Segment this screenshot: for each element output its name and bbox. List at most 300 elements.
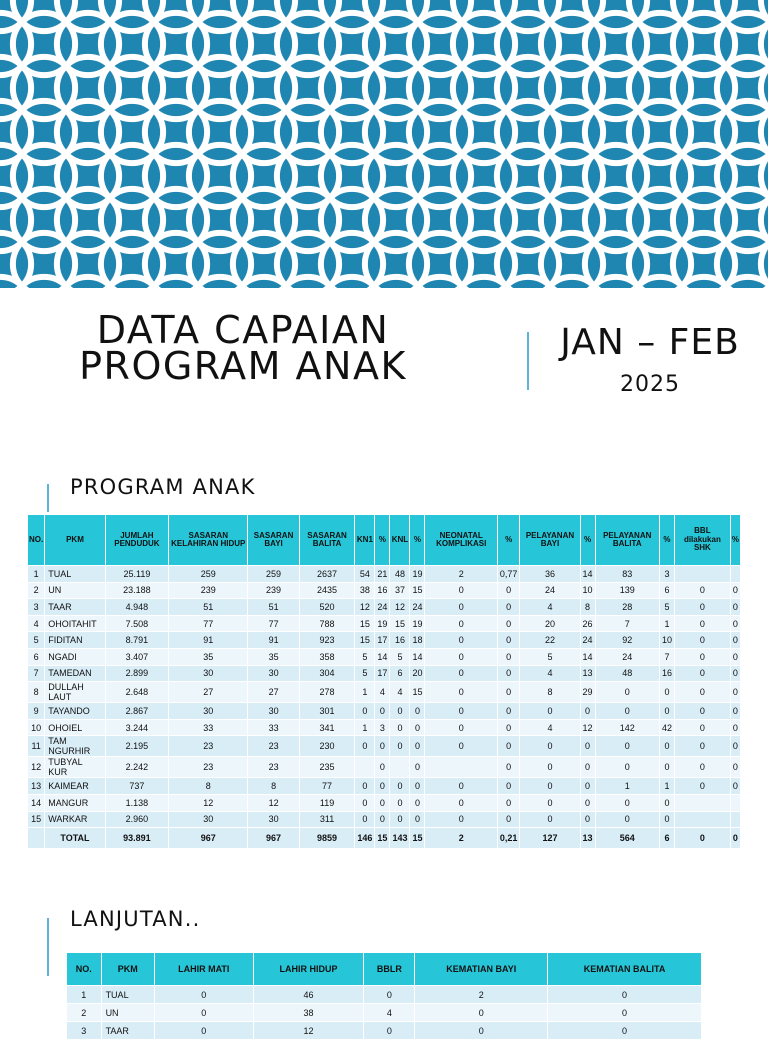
t1-header-5: SASARAN BALITA [299, 515, 355, 566]
t1-cell: 301 [299, 703, 355, 720]
t2-cell: UN [101, 1004, 154, 1022]
t1-cell: 0 [497, 736, 520, 757]
t1-cell: 0 [390, 811, 410, 828]
t1-cell: 36 [520, 566, 580, 583]
t1-cell: 2 [425, 566, 497, 583]
t1-cell: 0 [520, 736, 580, 757]
t1-cell: 0 [410, 811, 425, 828]
t1-cell: 30 [248, 811, 299, 828]
t1-cell: 0 [497, 757, 520, 778]
t1-cell: 91 [169, 632, 248, 649]
t1-cell: 30 [169, 703, 248, 720]
t1-cell: 0 [580, 794, 595, 811]
t1-cell: 11 [28, 736, 45, 757]
t1-cell: 0 [674, 736, 730, 757]
t1-cell: 0 [497, 632, 520, 649]
t1-cell: 35 [169, 648, 248, 665]
t1-cell: 239 [169, 582, 248, 599]
t1-cell: 0 [497, 682, 520, 703]
total-cell: 0 [730, 828, 740, 849]
t1-cell: 1 [659, 778, 674, 795]
t1-cell: 3.244 [105, 719, 168, 736]
t1-cell: 24 [410, 599, 425, 616]
t1-cell: 4 [520, 665, 580, 682]
t1-cell: 3 [375, 719, 390, 736]
t2-cell: 38 [253, 1004, 364, 1022]
t1-cell: 22 [520, 632, 580, 649]
t1-cell: 15 [410, 682, 425, 703]
t1-cell: 54 [355, 566, 375, 583]
t1-cell: 0 [410, 719, 425, 736]
t1-cell: 0 [730, 615, 740, 632]
t1-cell: 1 [659, 615, 674, 632]
table-row [67, 1004, 702, 1022]
t1-cell: 119 [299, 794, 355, 811]
t1-cell: 0 [497, 648, 520, 665]
t1-cell: FIDITAN [45, 632, 105, 649]
section-accent-2 [47, 918, 49, 976]
t1-cell: 0 [595, 794, 659, 811]
t1-cell: 0 [390, 736, 410, 757]
t1-cell: 0 [375, 811, 390, 828]
t1-cell: 3 [28, 599, 45, 616]
t1-cell: 28 [595, 599, 659, 616]
t2-header-4: BBLR [364, 953, 415, 986]
t1-cell: 16 [390, 632, 410, 649]
t2-cell: 0 [364, 986, 415, 1004]
t2-header-1: PKM [101, 953, 154, 986]
t2-cell: 0 [154, 986, 253, 1004]
t1-cell: 5 [390, 648, 410, 665]
t1-header-10: NEONATAL KOMPLIKASI [425, 515, 497, 566]
total-cell: 143 [390, 828, 410, 849]
t1-cell: 7.508 [105, 615, 168, 632]
t1-cell: 19 [375, 615, 390, 632]
t1-cell: 230 [299, 736, 355, 757]
t1-cell: 0 [425, 582, 497, 599]
t1-cell: KAIMEAR [45, 778, 105, 795]
t1-cell: 24 [375, 599, 390, 616]
t1-cell: 278 [299, 682, 355, 703]
t1-cell: 0 [425, 665, 497, 682]
total-cell: 127 [520, 828, 580, 849]
t1-cell: 83 [595, 566, 659, 583]
t1-cell: 0 [355, 778, 375, 795]
t1-cell: 20 [410, 665, 425, 682]
t1-cell: 4 [520, 719, 580, 736]
t1-cell: 0 [520, 757, 580, 778]
t1-cell: 4 [390, 682, 410, 703]
t1-cell: 0 [375, 778, 390, 795]
t1-cell: 1 [28, 566, 45, 583]
t1-header-6: KN1 [355, 515, 375, 566]
period-range: JAN – FEB [560, 322, 740, 363]
t1-cell: 341 [299, 719, 355, 736]
t1-cell: 1 [355, 682, 375, 703]
t1-cell: 16 [375, 582, 390, 599]
table-row [28, 703, 741, 720]
t1-cell: 24 [520, 582, 580, 599]
t1-cell: 0 [674, 582, 730, 599]
t1-cell: 0 [497, 703, 520, 720]
t1-cell: 0 [425, 632, 497, 649]
banner-pattern [0, 0, 768, 288]
table-row [28, 632, 741, 649]
t1-cell: 12 [248, 794, 299, 811]
t2-cell: 1 [67, 986, 102, 1004]
t1-cell: 0 [425, 682, 497, 703]
t2-cell: 2 [415, 986, 548, 1004]
t1-cell: 21 [375, 566, 390, 583]
t1-cell [390, 757, 410, 778]
t1-cell: 0 [730, 599, 740, 616]
t1-cell: 2637 [299, 566, 355, 583]
t1-cell: UN [45, 582, 105, 599]
t1-cell: 12 [580, 719, 595, 736]
t1-cell: 1 [355, 719, 375, 736]
t1-cell: 1.138 [105, 794, 168, 811]
t1-cell: 2435 [299, 582, 355, 599]
t1-cell: 15 [355, 615, 375, 632]
t2-cell: 0 [548, 1022, 702, 1040]
t1-cell: 6 [659, 582, 674, 599]
t1-cell: 259 [169, 566, 248, 583]
t1-cell: 3.407 [105, 648, 168, 665]
t1-cell: 0 [674, 719, 730, 736]
t1-cell: 0 [425, 703, 497, 720]
t1-cell: TAM NGURHIR [45, 736, 105, 757]
t2-cell: 0 [548, 986, 702, 1004]
t1-cell: 0 [497, 582, 520, 599]
t2-cell: TUAL [101, 986, 154, 1004]
total-cell: 13 [580, 828, 595, 849]
t2-cell: 0 [364, 1022, 415, 1040]
t1-cell: 0 [425, 811, 497, 828]
t1-cell: 4 [375, 682, 390, 703]
t1-cell: 0 [730, 632, 740, 649]
t1-cell: 0 [425, 736, 497, 757]
t1-cell: 10 [28, 719, 45, 736]
table-row [28, 648, 741, 665]
t1-header-1: PKM [45, 515, 105, 566]
t1-cell: 23 [169, 757, 248, 778]
t2-header-2: LAHIR MATI [154, 953, 253, 986]
t1-cell: 10 [580, 582, 595, 599]
t1-header-8: KNL [390, 515, 410, 566]
t1-cell: 12 [390, 599, 410, 616]
t2-header-0: NO. [67, 953, 102, 986]
t1-cell: 18 [410, 632, 425, 649]
t1-cell: 0 [730, 582, 740, 599]
t1-cell: TUBYAL KUR [45, 757, 105, 778]
t1-cell: 12 [355, 599, 375, 616]
t1-cell: 304 [299, 665, 355, 682]
t1-cell: 0 [497, 794, 520, 811]
t1-header-16: BBL dilakukan SHK [674, 515, 730, 566]
t1-cell: 0 [595, 682, 659, 703]
t1-cell: 8 [28, 682, 45, 703]
t1-cell: 2.960 [105, 811, 168, 828]
t2-cell: 0 [548, 1004, 702, 1022]
t1-cell: 0 [497, 599, 520, 616]
t1-cell: 17 [375, 665, 390, 682]
t1-cell: 0 [595, 703, 659, 720]
t1-cell: 12 [169, 794, 248, 811]
t1-cell: 0 [730, 736, 740, 757]
t1-header-15: % [659, 515, 674, 566]
t1-cell: 9 [28, 703, 45, 720]
t1-cell: 33 [169, 719, 248, 736]
t1-cell: 0 [497, 778, 520, 795]
t1-cell: 77 [299, 778, 355, 795]
t2-cell: 0 [415, 1004, 548, 1022]
t1-cell: 0 [520, 778, 580, 795]
t1-cell: 48 [390, 566, 410, 583]
t1-cell: 37 [390, 582, 410, 599]
t1-cell: 7 [659, 648, 674, 665]
t1-cell: 0 [355, 811, 375, 828]
total-cell: TOTAL [45, 828, 105, 849]
t1-cell: 30 [248, 665, 299, 682]
t1-cell: 35 [248, 648, 299, 665]
t1-cell: 0 [730, 648, 740, 665]
total-cell: 6 [659, 828, 674, 849]
t1-cell: 0 [674, 648, 730, 665]
t2-cell: 0 [154, 1022, 253, 1040]
section-title-program-anak: PROGRAM ANAK [70, 475, 256, 499]
t1-cell: 0 [659, 811, 674, 828]
t1-cell: 15 [390, 615, 410, 632]
t1-cell [730, 566, 740, 583]
t1-cell: 7 [28, 665, 45, 682]
t1-cell: 27 [169, 682, 248, 703]
t1-cell: 2.899 [105, 665, 168, 682]
t1-cell: 23 [248, 736, 299, 757]
t1-header-0: NO. [28, 515, 45, 566]
t1-cell: 19 [410, 566, 425, 583]
total-cell: 146 [355, 828, 375, 849]
t1-cell: 0 [375, 794, 390, 811]
t1-cell: 15 [355, 632, 375, 649]
t1-cell: 0 [674, 778, 730, 795]
t2-cell: 4 [364, 1004, 415, 1022]
t1-cell: 6 [28, 648, 45, 665]
t1-cell: 0 [580, 736, 595, 757]
t1-cell: OHOITAHIT [45, 615, 105, 632]
t1-cell: 358 [299, 648, 355, 665]
t1-cell: 0 [497, 665, 520, 682]
t1-cell: 0 [410, 736, 425, 757]
t1-cell: 0 [580, 757, 595, 778]
title-line-2: PROGRAM ANAK [79, 344, 407, 388]
t1-cell: 0 [580, 778, 595, 795]
t1-cell: 23.188 [105, 582, 168, 599]
t1-cell: 0 [674, 632, 730, 649]
t1-cell: 5 [28, 632, 45, 649]
t1-cell: 8 [520, 682, 580, 703]
total-cell: 967 [169, 828, 248, 849]
t1-cell: 17 [375, 632, 390, 649]
t2-cell: 46 [253, 986, 364, 1004]
t1-cell: 6 [390, 665, 410, 682]
t1-cell: 15 [410, 582, 425, 599]
t1-cell: 788 [299, 615, 355, 632]
t1-cell: 16 [659, 665, 674, 682]
t1-cell: 259 [248, 566, 299, 583]
t1-cell: 12 [28, 757, 45, 778]
t1-cell: 0 [375, 757, 390, 778]
t1-cell: 15 [28, 811, 45, 828]
table-row [67, 1022, 702, 1040]
t1-header-9: % [410, 515, 425, 566]
t1-cell: 0 [730, 682, 740, 703]
t1-cell: 0 [674, 703, 730, 720]
t1-cell: 0 [674, 665, 730, 682]
table-row [28, 757, 741, 778]
table-row [28, 736, 741, 757]
t1-cell [674, 566, 730, 583]
total-cell: 967 [248, 828, 299, 849]
t1-cell: 4 [28, 615, 45, 632]
t2-header-6: KEMATIAN BALITA [548, 953, 702, 986]
t1-cell: 0 [497, 615, 520, 632]
table-row [67, 986, 702, 1004]
total-cell: 0 [674, 828, 730, 849]
t1-cell: 5 [659, 599, 674, 616]
t1-cell: 8.791 [105, 632, 168, 649]
decorative-banner [0, 0, 768, 288]
t1-cell: 13 [580, 665, 595, 682]
t1-cell: 0 [659, 794, 674, 811]
t1-header-14: PELAYANAN BALITA [595, 515, 659, 566]
table-row [28, 599, 741, 616]
t1-cell: 5 [355, 648, 375, 665]
t1-cell: 0 [375, 736, 390, 757]
section-accent [47, 484, 49, 512]
t1-cell: 5 [355, 665, 375, 682]
title-divider [527, 332, 529, 390]
t1-cell: 0 [425, 648, 497, 665]
t2-cell: 0 [154, 1004, 253, 1022]
t1-cell: 0 [730, 665, 740, 682]
t1-cell: 0 [520, 811, 580, 828]
t1-cell: 10 [659, 632, 674, 649]
t1-cell: 91 [248, 632, 299, 649]
t1-cell: 24 [580, 632, 595, 649]
t1-cell: 2.242 [105, 757, 168, 778]
t1-cell: 0,77 [497, 566, 520, 583]
t1-cell: 0 [659, 703, 674, 720]
t1-cell: 14 [580, 648, 595, 665]
t1-header-13: % [580, 515, 595, 566]
t1-cell: 0 [497, 811, 520, 828]
t2-header-5: KEMATIAN BAYI [415, 953, 548, 986]
t1-cell: 0 [580, 703, 595, 720]
t1-cell: 0 [595, 736, 659, 757]
t1-header-3: SASARAN KELAHIRAN HIDUP [169, 515, 248, 566]
total-cell: 93.891 [105, 828, 168, 849]
t1-cell: TAAR [45, 599, 105, 616]
t1-cell: 42 [659, 719, 674, 736]
t1-cell: 0 [355, 703, 375, 720]
table-row [28, 566, 741, 583]
t1-cell: 26 [580, 615, 595, 632]
t1-cell: 8 [248, 778, 299, 795]
t1-cell: 0 [425, 778, 497, 795]
t1-cell: 30 [169, 811, 248, 828]
t1-cell: 92 [595, 632, 659, 649]
t1-cell: 2.867 [105, 703, 168, 720]
t1-cell: 0 [730, 719, 740, 736]
t1-cell: 51 [248, 599, 299, 616]
t1-cell: DULLAH LAUT [45, 682, 105, 703]
t1-cell: 0 [595, 811, 659, 828]
period-year: 2025 [620, 372, 680, 397]
t1-cell [730, 811, 740, 828]
t1-cell: 0 [425, 615, 497, 632]
t1-cell: 0 [520, 794, 580, 811]
t1-cell: 77 [169, 615, 248, 632]
title-line-1: DATA CAPAIAN [96, 308, 390, 352]
t1-cell: NGADI [45, 648, 105, 665]
t1-cell: 0 [580, 811, 595, 828]
t1-cell: 139 [595, 582, 659, 599]
t1-cell: 0 [659, 682, 674, 703]
total-cell: 9859 [299, 828, 355, 849]
t1-cell: 0 [674, 599, 730, 616]
t2-cell: 2 [67, 1004, 102, 1022]
total-cell: 0,21 [497, 828, 520, 849]
t1-cell [425, 757, 497, 778]
t1-cell [355, 757, 375, 778]
t1-cell: 2.195 [105, 736, 168, 757]
table-row [28, 778, 741, 795]
t1-cell: 0 [659, 736, 674, 757]
t1-cell: 51 [169, 599, 248, 616]
table-row [28, 682, 741, 703]
t1-cell: 0 [390, 778, 410, 795]
t1-cell: 520 [299, 599, 355, 616]
lanjutan-table [66, 952, 702, 1040]
t1-cell: 0 [375, 703, 390, 720]
t2-header-3: LAHIR HIDUP [253, 953, 364, 986]
program-anak-table [27, 514, 741, 849]
t1-cell: 0 [410, 757, 425, 778]
t1-cell: 14 [28, 794, 45, 811]
t1-cell: 38 [355, 582, 375, 599]
total-cell: 564 [595, 828, 659, 849]
table-row [28, 665, 741, 682]
t1-cell: 0 [390, 703, 410, 720]
t1-cell: 2 [28, 582, 45, 599]
t2-cell: TAAR [101, 1022, 154, 1040]
t1-cell: 14 [375, 648, 390, 665]
t1-cell: 0 [595, 757, 659, 778]
t1-cell: TAYANDO [45, 703, 105, 720]
t1-cell: 0 [659, 757, 674, 778]
table-row [28, 615, 741, 632]
t1-cell: 0 [730, 757, 740, 778]
t2-cell: 3 [67, 1022, 102, 1040]
t1-cell: 0 [410, 778, 425, 795]
table-row [28, 811, 741, 828]
t1-cell: 27 [248, 682, 299, 703]
t1-cell: 0 [674, 757, 730, 778]
t1-cell: 0 [674, 615, 730, 632]
t1-header-4: SASARAN BAYI [248, 515, 299, 566]
t1-cell: 33 [248, 719, 299, 736]
t1-cell: 235 [299, 757, 355, 778]
